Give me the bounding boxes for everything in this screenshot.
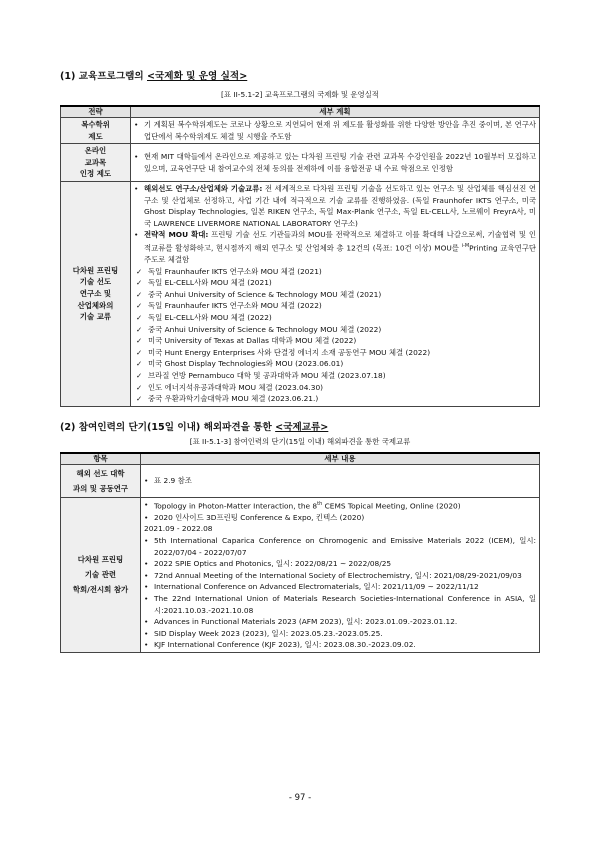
mou-item — [134, 370, 536, 382]
mou-text-a: 프린팅 기술 선도 기관들과의 MOU를 전략적으로 체결하고 이를 확대해 나갈으로써, 기술협력 및 인적교류를 활성화하고, 현시점까지 해외 연구소 및 산업체와 총 12건의 (목표: 10건 이상) MOU를 — [144, 230, 536, 253]
mou-item — [134, 358, 536, 370]
check-icon: ✓ — [136, 312, 143, 322]
bullet-icon: • — [144, 617, 149, 627]
conference-item — [144, 593, 536, 616]
check-icon: ✓ — [136, 394, 143, 404]
check-icon: ✓ — [136, 324, 143, 334]
bullet-icon: • — [134, 120, 139, 129]
table1-row-tech-exchange — [61, 181, 540, 406]
mou-item-text: 중국 Anhui University of Science & Technology MOU 체결 (2021) — [148, 289, 382, 299]
mou-item-text: 미국 University of Texas at Dallas 대학과 MOU 체결 (2022) — [148, 336, 357, 346]
mou-item-text: 미국 Ghost Display Technologies와 MOU (2023.06.01) — [148, 359, 344, 369]
conference-item-text: 5th International Caparica Conference on Chromogenic and Emissive Materials 2022 (ICEM), 일시: 2022/07/04 - 2022/07/07 — [154, 535, 536, 557]
mou-item-text: 인도 에너지석유공과대학과 MOU 체결 (2023.04.30) — [148, 382, 324, 392]
table2-col-detail: 세부 내용 — [141, 453, 540, 465]
section2-heading — [60, 421, 540, 434]
joint-research-text: 표 2.9 참조 — [154, 475, 192, 485]
table1-caption: [표 II-5.1-2] 교육프로그램의 국제화 및 운영실적 — [221, 90, 379, 99]
conference-item-text: International Conference on Advanced Electromaterials, 일시: 2021/11/09 ~ 2022/11/12 — [154, 582, 479, 592]
conference-item — [144, 628, 536, 640]
mou-item — [134, 324, 536, 336]
table1-row-online-course — [61, 144, 540, 182]
online-course-text: 현재 MIT 대학들에서 온라인으로 제공하고 있는 다차원 프린팅 기술 관련 교과목 수강인원을 2022년 10월부터 모집하고 있으며, 교육연구단 내 참여교수의 전체 동의를 전제하에 이를 융합전공 내 수료 학점으로 인정함 — [144, 151, 536, 173]
mou-title: 전략적 MOU 확대: — [144, 230, 209, 240]
list-item — [134, 119, 536, 142]
mou-item-text: 독일 Fraunhaufer IKTS 연구소와 MOU 체결 (2022) — [148, 301, 322, 311]
check-icon: ✓ — [136, 370, 143, 380]
dual-degree-text: 기 계획된 복수학위제도는 코로나 상황으로 지연되어 현재 위 제도를 활성화를 위한 다양한 방안을 추진 중이며, 본 연구사업단에서 복수학위제도 체결 및 시행을 주도함 — [144, 120, 536, 141]
table2-col-item: 항목 — [61, 453, 141, 465]
conference-item — [144, 570, 536, 582]
bullet-icon: • — [144, 593, 149, 603]
mou-item — [134, 335, 536, 347]
conference-item — [144, 558, 536, 570]
row-label-tech-exchange: 다차원 프린팅 기술 선도 연구소 및 산업체와의 기술 교류 — [61, 181, 131, 406]
conference-item-text: 2021.09 - 2022.08 — [144, 524, 213, 534]
check-icon: ✓ — [136, 347, 143, 357]
tech-exchange-text: 전 세계적으로 다차원 프린팅 기술을 선도하고 있는 연구소 및 산업체를 핵심선진 연구소 및 산업체로 선정하고, 사업 기간 내에 적극적으로 기술 교류를 진행하였음. (독일 Fraunhofer IKTS 연구소, 미국 Ghost Display Technologies, 일본 RIKEN 연구소, 독일 Max-Plank 연구소, 독일 EL-CELL사, 노르웨이 FreyrA사, 미국 LAWRENCE LIVERMORE NATIONAL LABORATORY 연구소) — [144, 183, 536, 228]
bullet-icon: • — [144, 535, 149, 545]
page-number: - 97 - — [288, 793, 312, 803]
mou-item-text: 독일 EL-CELL사와 MOU 체결 (2022) — [148, 312, 272, 322]
bullet-icon: • — [144, 640, 149, 650]
list-item — [134, 229, 536, 265]
bullet-icon: • — [144, 582, 149, 592]
mou-list — [134, 266, 536, 405]
check-icon: ✓ — [136, 359, 143, 369]
table1-header — [61, 106, 540, 118]
conference-item-text: SID Display Week 2023 (2023), 일시: 2023.05.23.-2023.05.25. — [154, 628, 383, 638]
tech-exchange-title: 해외선도 연구소/산업체와 기술교류: — [144, 183, 263, 193]
table2-row-joint-research — [61, 464, 540, 497]
section1-heading-underlined: <국제화 및 운영 실적> — [147, 71, 248, 82]
conference-list — [144, 499, 536, 651]
conference-item-sup: th — [317, 500, 323, 507]
conference-item-text: 72nd Annual Meeting of the International Society of Electrochemistry, 일시: 2021/08/29-2021/09/03 — [154, 570, 522, 580]
bullet-icon: • — [134, 183, 139, 193]
conference-item — [144, 616, 536, 628]
check-icon: ✓ — [136, 301, 143, 311]
table1-row-dual-degree — [61, 118, 540, 144]
row-label-joint-research: 해외 선도 대학 과의 및 공동연구 — [61, 464, 141, 497]
table2-caption: [표 II-5.1-3] 참여인력의 단기(15일 이내) 해외파견을 통한 국제교류 — [189, 436, 411, 446]
section2-heading-underlined: <국제교류> — [275, 421, 329, 433]
table1-col-plan: 세부 계획 — [131, 106, 540, 118]
bullet-icon: • — [144, 570, 149, 580]
conference-item — [144, 639, 536, 651]
mou-sup: i-M — [461, 242, 470, 249]
row-label-dual-degree: 복수학위 제도 — [61, 118, 131, 144]
row-label-online-course: 온라인 교과목 인정 제도 — [61, 144, 131, 182]
conference-item-text: Advances in Functional Materials 2023 (AFM 2023), 일시: 2023.01.09.-2023.01.12. — [154, 617, 458, 627]
mou-text-b: Printing 교육연구단 주도로 체결함 — [144, 243, 536, 264]
table1-col-strategy: 전략 — [61, 106, 131, 118]
table2-header — [61, 453, 540, 465]
mou-item — [134, 266, 536, 278]
mou-item — [134, 300, 536, 312]
conference-item-text: KJF International Conference (KJF 2023), 일시: 2023.08.30.-2023.09.02. — [154, 640, 416, 650]
check-icon: ✓ — [136, 289, 143, 299]
conference-item — [144, 512, 536, 524]
conference-item-text: The 22nd International Union of Materials Research Societies-International Conference in ASIA, 일시:2021.10.03.-2021.10.08 — [154, 593, 536, 615]
bullet-icon: • — [144, 512, 149, 522]
conference-item — [144, 499, 536, 512]
section1-heading — [60, 70, 540, 83]
check-icon: ✓ — [136, 382, 143, 392]
bullet-icon: • — [134, 230, 139, 240]
conference-item-text: Topology in Photon-Matter Interaction, the 8 — [154, 501, 318, 511]
mou-item — [134, 312, 536, 324]
list-item — [144, 475, 536, 487]
check-icon: ✓ — [136, 336, 143, 346]
mou-item — [134, 347, 536, 359]
table1 — [60, 105, 540, 407]
conference-item — [144, 523, 536, 535]
mou-item-text: 독일 EL-CELL사와 MOU 체결 (2021) — [148, 278, 272, 288]
mou-item-text: 미국 Hunt Energy Enterprises 사와 단결정 에너지 소재 공동연구 MOU 체결 (2022) — [148, 347, 431, 357]
mou-item — [134, 277, 536, 289]
conference-item-text-post: CEMS Topical Meeting, Online (2020) — [322, 501, 461, 511]
bullet-icon: • — [144, 499, 149, 509]
page-content — [60, 70, 540, 653]
conference-item-text: 2020 인사이드 3D프린팅 Conference & Expo, 킨텍스 (2020) — [154, 512, 365, 522]
check-icon: ✓ — [136, 278, 143, 288]
check-icon: ✓ — [136, 266, 143, 276]
table2 — [60, 452, 540, 653]
section1-heading-prefix: (1) 교육프로그램의 — [60, 71, 147, 82]
mou-item-text: 중국 우환과학기술대학과 MOU 체결 (2023.06.21.) — [148, 394, 319, 404]
mou-item-text: 독일 Fraunhaufer IKTS 연구소와 MOU 체결 (2021) — [148, 266, 322, 276]
conference-item-text: 2022 SPIE Optics and Photonics, 일시: 2022/08/21 ~ 2022/08/25 — [154, 559, 392, 569]
section2-heading-prefix: (2) 참여인력의 단기(15일 이내) 해외파견을 통한 — [60, 421, 276, 433]
bullet-icon: • — [144, 475, 149, 485]
mou-item — [134, 289, 536, 301]
conference-item — [144, 535, 536, 558]
mou-item-text: 중국 Anhui University of Science & Technology MOU 체결 (2022) — [148, 324, 382, 334]
table2-row-conferences — [61, 497, 540, 652]
bullet-icon: • — [144, 628, 149, 638]
list-item — [134, 151, 536, 174]
row-label-conferences: 다차원 프린팅 기술 관련 학회/전시회 참가 — [61, 497, 141, 652]
mou-item — [134, 393, 536, 405]
list-item — [134, 183, 536, 229]
mou-item — [134, 382, 536, 394]
mou-item-text: 브라질 연방 Pernambuco 대학 및 공과대학과 MOU 체결 (2023.07.18) — [148, 370, 386, 380]
bullet-icon: • — [134, 151, 139, 161]
bullet-icon: • — [144, 559, 149, 569]
conference-item — [144, 581, 536, 593]
